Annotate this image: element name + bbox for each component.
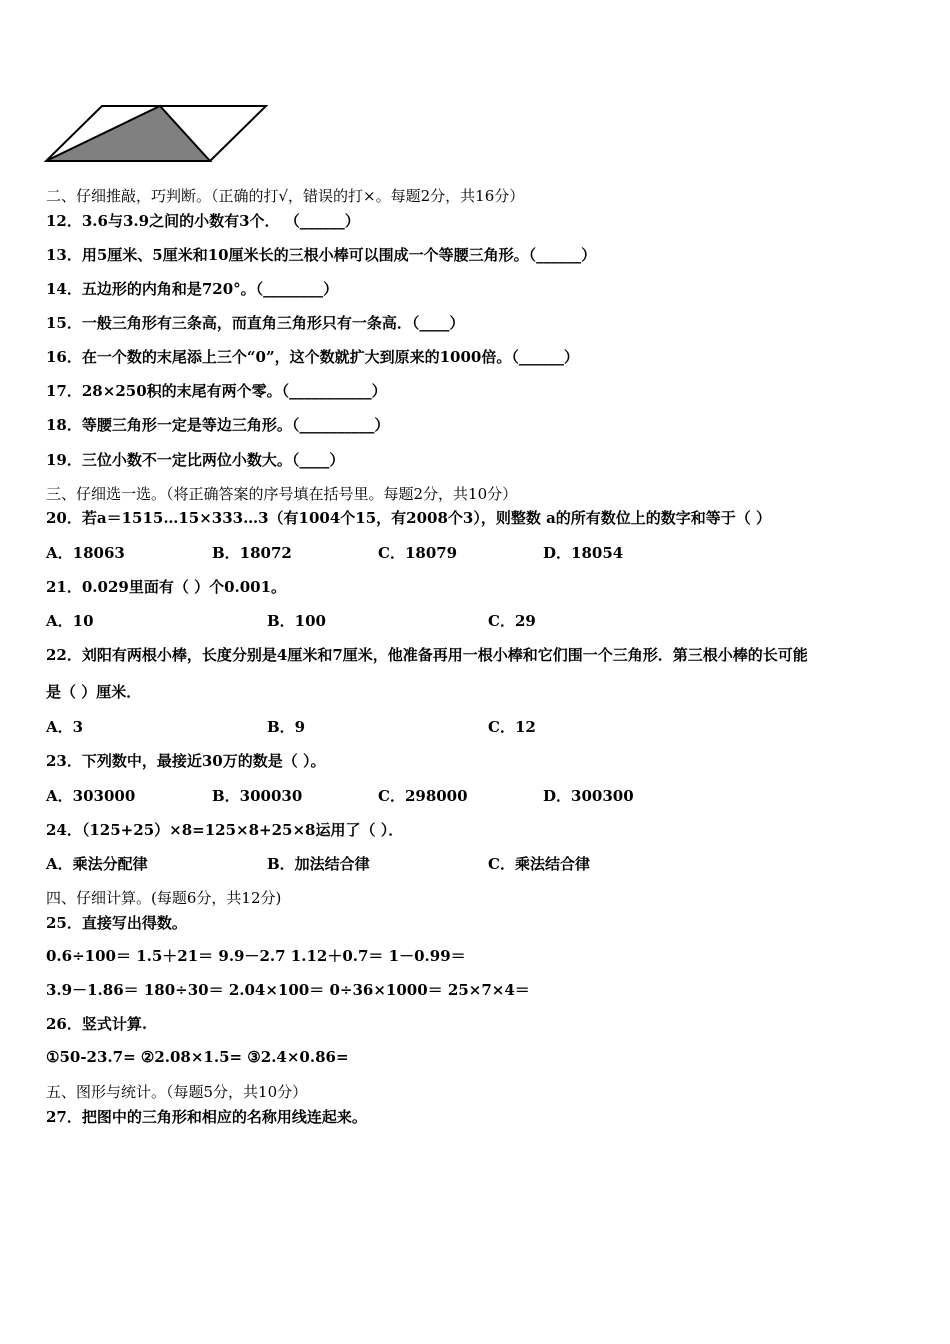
q20-option-c: C．18079 [378, 544, 458, 562]
q20-option-a: A．18063 [46, 544, 125, 562]
q21-option-c: C．29 [488, 612, 536, 630]
q22-option-a: A．3 [46, 718, 84, 736]
section4-heading: 四、仔细计算。(每题6分，共12分) [46, 889, 282, 907]
question-25: 25．直接写出得数。 [46, 914, 187, 932]
question-15: 15．一般三角形有三条高，而直角三角形只有一条高．（____） [46, 314, 465, 332]
q25-row1: 0.6÷100＝ 1.5＋21＝ 9.9－2.7 1.12＋0.7＝ 1－0.99＝ [46, 947, 466, 965]
question-14: 14．五边形的内角和是720°。（________） [46, 280, 339, 298]
q23-option-a: A．303000 [46, 787, 136, 805]
question-21: 21．0.029里面有（ ）个0.001。 [46, 578, 287, 596]
q22-option-c: C．12 [488, 718, 536, 736]
q20-option-b: B．18072 [212, 544, 292, 562]
question-20: 20．若a＝1515…15×333…3（有1004个15，有2008个3），则整数 a的所有数位上的数字和等于（ ） [46, 509, 772, 527]
question-27: 27．把图中的三角形和相应的名称用线连起来。 [46, 1108, 367, 1126]
question-22-line1: 22．刘阳有两根小棒，长度分别是4厘米和7厘米，他准备再用一根小棒和它们围一个三角形．第三根小棒的长可能 [46, 646, 808, 664]
q23-option-d: D．300300 [543, 787, 634, 805]
question-24: 24．（125+25）×8=125×8+25×8运用了（ ）． [46, 821, 404, 839]
q25-row2: 3.9－1.86＝ 180÷30＝ 2.04×100＝ 0÷36×1000＝ 25×7×4＝ [46, 981, 530, 999]
question-22-line2: 是（ ）厘米． [46, 683, 142, 701]
question-17: 17．28×250积的末尾有两个零。（___________） [46, 382, 387, 400]
q24-option-b: B．加法结合律 [267, 855, 370, 873]
q22-option-b: B．9 [267, 718, 306, 736]
question-16: 16．在一个数的末尾添上三个“0”，这个数就扩大到原来的1000倍。（______） [46, 348, 579, 366]
question-23: 23．下列数中，最接近30万的数是（ ）。 [46, 752, 326, 770]
q26-row: ①50-23.7= ②2.08×1.5= ③2.4×0.86= [46, 1048, 349, 1066]
q20-option-d: D．18054 [543, 544, 624, 562]
q24-option-a: A．乘法分配律 [46, 855, 148, 873]
question-18: 18．等腰三角形一定是等边三角形。（__________） [46, 416, 390, 434]
q24-option-c: C．乘法结合律 [488, 855, 590, 873]
q23-option-b: B．300030 [212, 787, 303, 805]
section2-heading: 二、仔细推敲，巧判断。（正确的打√，错误的打×。每题2分，共16分） [46, 187, 525, 205]
parallelogram-with-shaded-triangle-icon [44, 104, 270, 166]
section5-heading: 五、图形与统计。（每题5分，共10分） [46, 1083, 308, 1101]
q21-option-b: B．100 [267, 612, 326, 630]
section3-heading: 三、仔细选一选。（将正确答案的序号填在括号里。每题2分，共10分） [46, 485, 518, 503]
q21-option-a: A．10 [46, 612, 94, 630]
q23-option-c: C．298000 [378, 787, 468, 805]
question-26: 26．竖式计算. [46, 1015, 148, 1033]
question-13: 13．用5厘米、5厘米和10厘米长的三根小棒可以围成一个等腰三角形。（______） [46, 246, 597, 264]
question-12: 12．3.6与3.9之间的小数有3个． （______） [46, 212, 360, 230]
question-19: 19．三位小数不一定比两位小数大。（____） [46, 451, 345, 469]
